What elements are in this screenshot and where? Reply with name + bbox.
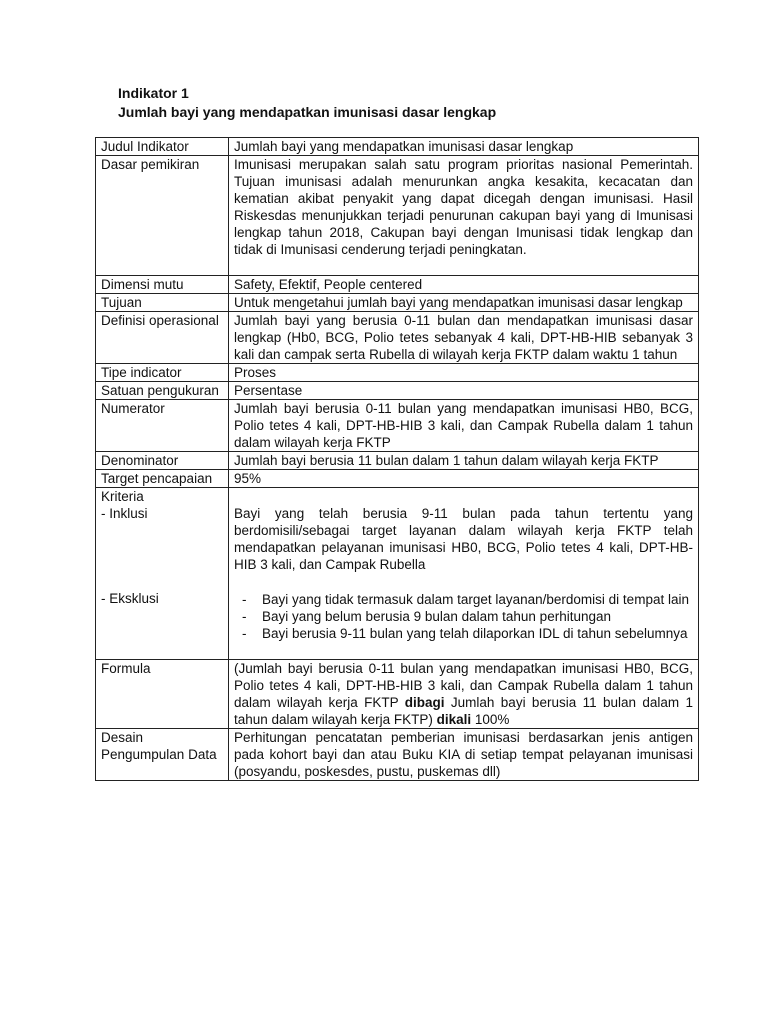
table-row	[96, 294, 699, 312]
row-label: Satuan pengukuran	[96, 382, 229, 400]
list-item: - Bayi berusia 9-11 bulan yang telah dilaporkan IDL di tahun sebelumnya	[234, 625, 693, 642]
row-value: Jumlah bayi berusia 11 bulan dalam 1 tahun dalam wilayah kerja FKTP	[229, 452, 699, 470]
row-value: Imunisasi merupakan salah satu program prioritas nasional Pemerintah. Tujuan imunisasi adalah menurunkan angka kesakita, kecacatan dan kematian akibat penyakit yang dapat dicegah dengan imunisasi. Hasil Riskesdas menunjukkan terjadi penurunan cakupan bayi yang di Imunisasi lengkap tahun 2018, Cakupan bayi dengan Imunisasi tidak lengkap dan tidak di Imunisasi cenderung terjadi peningkatan.	[229, 156, 699, 276]
row-label: Dimensi mutu	[96, 276, 229, 294]
row-label: Judul Indikator	[96, 138, 229, 156]
row-value: Jumlah bayi berusia 0-11 bulan yang mendapatkan imunisasi HB0, BCG, Polio tetes 4 kali, DPT-HB-HIB 3 kali, dan Campak Rubella dalam 1 tahun dalam wilayah kerja FKTP	[229, 400, 699, 452]
row-label: Desain Pengumpulan Data	[96, 729, 229, 781]
row-value: 95%	[229, 470, 699, 488]
table-row	[96, 312, 699, 364]
row-label: Numerator	[96, 400, 229, 452]
row-label: Tujuan	[96, 294, 229, 312]
table-row	[96, 138, 699, 156]
row-label: Definisi operasional	[96, 312, 229, 364]
table-row	[96, 400, 699, 452]
list-item: - Bayi yang belum berusia 9 bulan dalam tahun perhitungan	[234, 608, 693, 625]
formula-text: 100%	[471, 712, 510, 727]
row-label: Formula	[96, 660, 229, 729]
row-value-formula	[229, 660, 699, 729]
formula-text: (Jumlah bayi berusia 0-11 bulan yang mendapatkan imunisasi HB0, BCG, Polio tetes 4 kali, DPT-HB-HIB 3 kali, dan Campak Rubella dalam 1 tahun dalam wilayah kerja FKTP	[234, 661, 693, 710]
table-row	[96, 452, 699, 470]
row-label: Denominator	[96, 452, 229, 470]
row-value: Perhitungan pencatatan pemberian imunisasi berdasarkan jenis antigen pada kohort bayi dan atau Buku KIA di setiap tempat pelayanan imunisasi (posyandu, poskesdes, pustu, puskemas dll)	[229, 729, 699, 781]
row-label-kriteria	[96, 488, 229, 660]
list-item: - Bayi yang tidak termasuk dalam target layanan/berdomisi di tempat lain	[234, 591, 693, 608]
indicator-table	[95, 137, 699, 781]
formula-text: Jumlah bayi berusia 11 bulan dalam 1 tahun dalam wilayah kerja FKTP)	[234, 695, 694, 727]
table-row	[96, 364, 699, 382]
row-value: Safety, Efektif, People centered	[229, 276, 699, 294]
indicator-title: Indikator 1	[118, 85, 189, 101]
row-label: Dasar pemikiran	[96, 156, 229, 276]
row-value-kriteria	[229, 488, 699, 660]
spacer	[234, 642, 693, 659]
inklusi-label: - Inklusi	[101, 506, 148, 521]
row-value: Untuk mengetahui jumlah bayi yang mendapatkan imunisasi dasar lengkap	[229, 294, 699, 312]
formula-operator-multiply: dikali	[436, 712, 472, 727]
row-value: Jumlah bayi yang mendapatkan imunisasi dasar lengkap	[229, 138, 699, 156]
table-row	[96, 276, 699, 294]
kriteria-label: Kriteria	[101, 489, 144, 504]
row-value: Persentase	[229, 382, 699, 400]
table-row	[96, 156, 699, 276]
inklusi-text: Bayi yang telah berusia 9-11 bulan pada tahun tertentu yang berdomisili/sebagai target layanan dalam wilayah kerja FKTP telah mendapatkan pelayanan imunisasi HB0, BCG, Polio tetes 4 kali, DPT-HB-HIB 3 kali, dan Campak Rubella	[234, 506, 693, 572]
table-row	[96, 382, 699, 400]
row-label: Tipe indicator	[96, 364, 229, 382]
table-row	[96, 660, 699, 729]
document-heading	[118, 84, 718, 122]
row-value: Jumlah bayi yang berusia 0-11 bulan dan mendapatkan imunisasi dasar lengkap (Hb0, BCG, Polio tetes sebanyak 4 kali, DPT-HB-HIB sebanyak 3 kali dan campak serta Rubella di wilayah kerja FKTP dalam waktu 1 tahun	[229, 312, 699, 364]
row-label: Target pencapaian	[96, 470, 229, 488]
table-row	[96, 729, 699, 781]
eksklusi-label: - Eksklusi	[101, 591, 159, 606]
row-value: Proses	[229, 364, 699, 382]
table-row	[96, 488, 699, 660]
formula-operator-divide: dibagi	[404, 695, 445, 710]
spacer	[234, 573, 693, 591]
table-row	[96, 470, 699, 488]
eksklusi-list	[234, 591, 693, 642]
indicator-subtitle: Jumlah bayi yang mendapatkan imunisasi dasar lengkap	[118, 104, 497, 120]
